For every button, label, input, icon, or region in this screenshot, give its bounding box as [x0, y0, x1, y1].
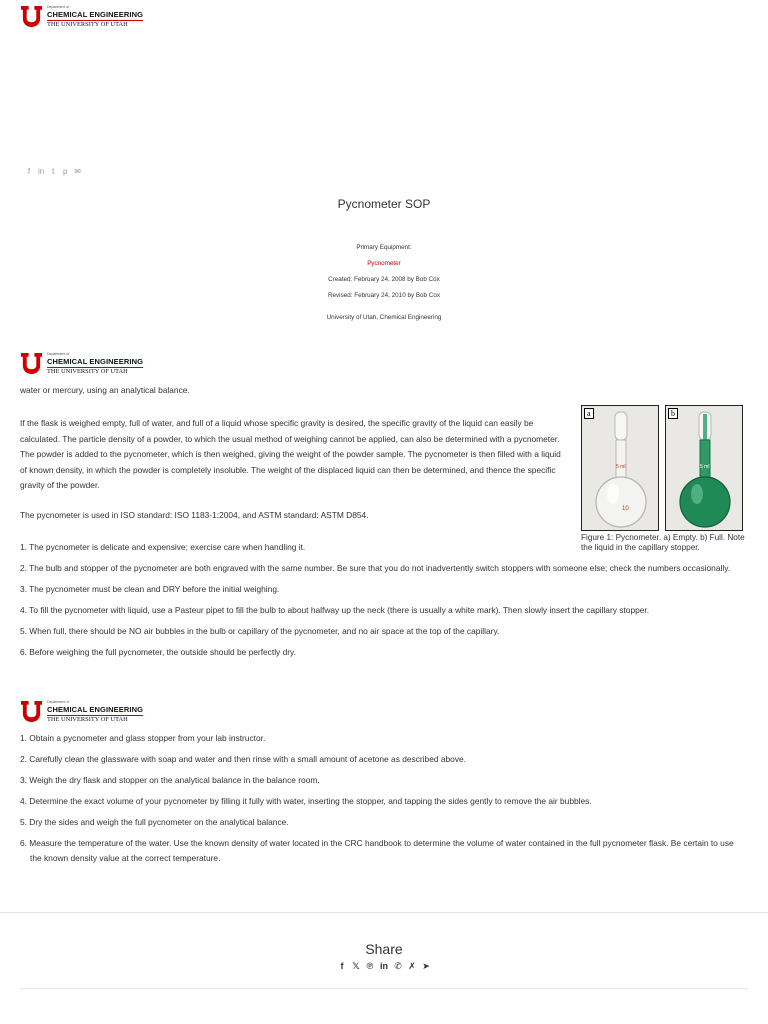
logo-university: THE UNIVERSITY OF UTAH [47, 367, 128, 375]
whatsapp-icon[interactable]: ✆ [394, 961, 402, 971]
twitter-icon[interactable]: t [52, 167, 55, 176]
list-item: 2. Carefully clean the glassware with soap and water and then rinse with a small amount of acetone as described above. [20, 754, 466, 764]
svg-text:5 ml: 5 ml [700, 464, 710, 470]
page-title: Pycnometer SOP [337, 197, 431, 211]
intro-paragraph: If the flask is weighed empty, full of water, and full of a liquid whose specific gravity is desired, the specific gravity of the liquid can easily be calculated. The particle density of a powder, to which the usual method of weighing cannot be applied, can also be determined with a pycnometer. The powder is added to the pycnometer, which is then weighed, giving the weight of the powder sample. The pycnometer is then filled with a liquid of known density, in which the powder is completely insoluble. The weight of the displaced liquid can then be determined, and thence the specific gravity of the powder. [20, 418, 561, 491]
list-item: 5. When full, there should be NO air bubbles in the bulb or capillary of the pycnometer, and no air space at the top of the capillary. [20, 626, 500, 636]
institution: University of Utah, Chemical Engineering [326, 314, 442, 321]
logo-name: CHEMICAL ENGINEERING [47, 356, 144, 366]
pinterest-icon[interactable]: p [63, 167, 68, 176]
svg-text:5 ml: 5 ml [616, 464, 626, 470]
utah-u-icon [20, 352, 43, 375]
procedure-list [20, 731, 735, 872]
list-item: 3. The pycnometer must be clean and DRY before the initial weighing. [20, 584, 280, 594]
utah-u-icon [20, 5, 43, 28]
social-share-top [26, 167, 81, 176]
pinterest-icon[interactable]: ℗ [366, 961, 374, 971]
xing-icon[interactable]: ✗ [408, 961, 416, 971]
logo-university: THE UNIVERSITY OF UTAH [47, 715, 128, 723]
utah-u-icon [20, 700, 43, 723]
list-item: 3. Weigh the dry flask and stopper on the analytical balance in the balance room. [20, 775, 320, 785]
telegram-icon[interactable]: ➤ [422, 961, 430, 971]
figure-label-a: a [584, 408, 594, 419]
facebook-icon[interactable]: f [340, 961, 344, 971]
iso-standard-text: The pycnometer is used in ISO standard: ISO 1183-1:2004, and ASTM standard: ASTM D854. [20, 510, 369, 520]
logo-dept: Department of [47, 700, 70, 704]
chem-eng-logo[interactable] [20, 700, 143, 723]
share-title: Share [365, 941, 403, 957]
share-icons [0, 961, 768, 972]
email-icon[interactable]: ✉ [74, 167, 81, 176]
list-item: 1. The pycnometer is delicate and expensive; exercise care when handling it. [20, 542, 306, 552]
intro-cutoff-line: water or mercury, using an analytical balance. [20, 385, 190, 395]
pycnometer-empty-photo [581, 405, 659, 531]
list-item: 1. Obtain a pycnometer and glass stopper from your lab instructor. [20, 733, 266, 743]
pycnometer-full-photo [665, 405, 743, 531]
primary-equipment-label: Primary Equipment: [356, 244, 412, 251]
full-flask-illustration [666, 406, 743, 531]
linkedin-icon[interactable]: in [380, 961, 388, 971]
logo-dept: Department of [47, 352, 70, 356]
svg-text:10: 10 [622, 506, 629, 512]
linkedin-icon[interactable]: in [38, 167, 45, 176]
chem-eng-logo[interactable] [20, 352, 143, 375]
chem-eng-logo[interactable] [20, 5, 143, 28]
facebook-icon[interactable]: f [27, 167, 31, 176]
x-twitter-icon[interactable]: 𝕏 [352, 961, 360, 971]
equipment-link[interactable]: Pycnometer [367, 260, 401, 267]
share-divider [0, 912, 768, 913]
revised-date: Revised: February 24, 2010 by Bob Cox [327, 292, 440, 299]
list-item: 2. The bulb and stopper of the pycnometer are both engraved with the same number. Be sure that you do not inadvertently switch stoppers with someone else; check the numbers occasionally. [20, 563, 731, 573]
empty-flask-illustration [582, 406, 659, 531]
logo-name: CHEMICAL ENGINEERING [47, 9, 144, 19]
list-item: 4. Determine the exact volume of your pycnometer by filling it fully with water, inserting the stopper, and tapping the sides gently to remove the air bubbles. [20, 796, 592, 806]
list-item: 4. To fill the pycnometer with liquid, use a Pasteur pipet to fill the bulb to about halfway up the neck (there is usually a white mark). Then slowly insert the capillary stopper. [20, 605, 650, 615]
logo-university: THE UNIVERSITY OF UTAH [47, 20, 128, 28]
created-date: Created: February 24, 2008 by Bob Cox [328, 276, 440, 283]
list-item: 5. Dry the sides and weigh the full pycnometer on the analytical balance. [20, 817, 289, 827]
logo-name: CHEMICAL ENGINEERING [47, 704, 144, 714]
figure-caption: Figure 1: Pycnometer. a) Empty. b) Full. Note the liquid in the capillary stopper. [581, 533, 745, 552]
list-item: 6. Before weighing the full pycnometer, the outside should be perfectly dry. [20, 647, 296, 657]
list-item: 6. Measure the temperature of the water. Use the known density of water located in the CRC handbook to determine the volume of water contained in the full pycnometer flask. Be certain to use the known density value at the correct temperature. [20, 838, 734, 863]
safety-list [20, 540, 735, 666]
bottom-divider [20, 988, 748, 989]
logo-dept: Department of [47, 5, 70, 9]
figure-label-b: b [668, 408, 678, 419]
